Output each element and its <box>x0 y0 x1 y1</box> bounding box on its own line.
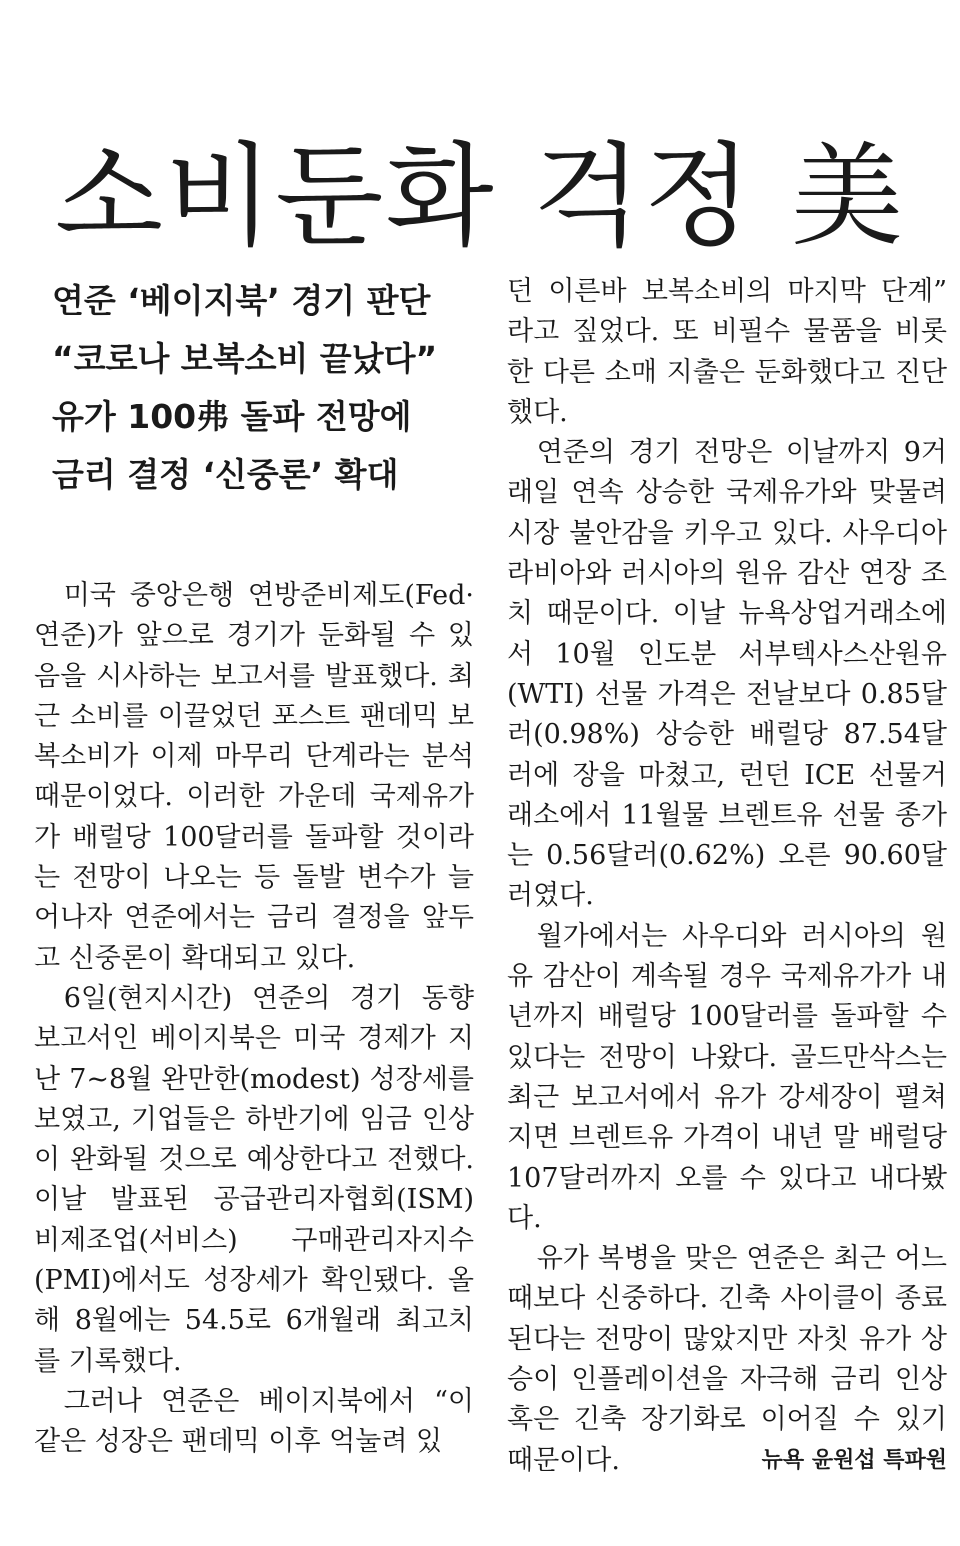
byline: 뉴욕 윤원섭 특파원 <box>761 1447 947 1473</box>
body-paragraph-continued: 던 이른바 보복소비의 마지막 단계” 라고 짚었다. 또 비필수 물품을 비롯한 다른 소매 지출은 둔화했다고 진단했다. <box>507 276 947 428</box>
article-column-left <box>34 272 474 1463</box>
body-paragraph-last <box>507 1239 947 1481</box>
subheadline-1: 연준 ‘베이지북’ 경기 판단 <box>52 281 431 320</box>
headline: 소비둔화 걱정 美 <box>54 132 906 263</box>
body-paragraph: 연준의 경기 전망은 이날까지 9거래일 연속 상승한 국제유가와 맞물려 시장 불안감을 키우고 있다. 사우디아라비아와 러시아의 원유 감산 연장 조치 때문이다. 이날 뉴욕상업거래소에서 10월 인도분 서부텍사스산원유(WTI) 선물 가격은 전날보다 0.85달러(0.98%) 상승한 배럴당 87.54달러에 장을 마쳤고, 런던 ICE 선물거래소에서 11월물 브렌트유 선물 종가는 0.56달러(0.62%) 오른 90.60달러였다. <box>507 437 947 912</box>
body-paragraph: 6일(현지시간) 연준의 경기 동향 보고서인 베이지북은 미국 경제가 지난 7~8월 완만한(modest) 성장세를 보였고, 기업들은 하반기에 임금 인상이 완화될 것으로 예상한다고 전했다. 이날 발표된 공급관리자협회(ISM) 비제조업(서비스) 구매관리자지수(PMI)에서도 성장세가 확인됐다. 올해 8월에는 54.5로 6개월래 최고치를 기록했다. <box>34 982 474 1377</box>
body-paragraph: 그러나 연준은 베이지북에서 “이 같은 성장은 팬데믹 이후 억눌려 있 <box>34 1385 474 1458</box>
subheadline-4: 금리 결정 ‘신중론’ 확대 <box>52 455 399 494</box>
subheadline-2: “코로나 보복소비 끝났다” <box>52 339 438 378</box>
article-column-right <box>507 272 947 1481</box>
body-paragraph: 월가에서는 사우디와 러시아의 원유 감산이 계속될 경우 국제유가가 내년까지 배럴당 100달러를 돌파할 수 있다는 전망이 나왔다. 골드만삭스는 최근 보고서에서 유가 강세장이 펼쳐지면 브렌트유 가격이 내년 말 배럴당 107달러까지 오를 수 있다고 내다봤다. <box>507 920 947 1234</box>
body-paragraph: 미국 중앙은행 연방준비제도(Fed·연준)가 앞으로 경기가 둔화될 수 있음을 시사하는 보고서를 발표했다. 최근 소비를 이끌었던 포스트 팬데믹 보복소비가 이제 마무리 단계라는 분석 때문이었다. 이러한 가운데 국제유가가 배럴당 100달러를 돌파할 것이라는 전망이 나오는 등 돌발 변수가 늘어나자 연준에서는 금리 결정을 앞두고 신중론이 확대되고 있다. <box>34 580 474 974</box>
subheadline-3: 유가 100弗 돌파 전망에 <box>52 397 412 436</box>
subheadline-block <box>52 272 474 504</box>
last-paragraph-text: 유가 복병을 맞은 연준은 최근 어느 때보다 신중하다. 긴축 사이클이 종료된다는 전망이 많았지만 자칫 유가 상승이 인플레이션을 자극해 금리 인상 혹은 긴축 장기화로 이어질 수 있기 때문이다. <box>507 1243 947 1476</box>
